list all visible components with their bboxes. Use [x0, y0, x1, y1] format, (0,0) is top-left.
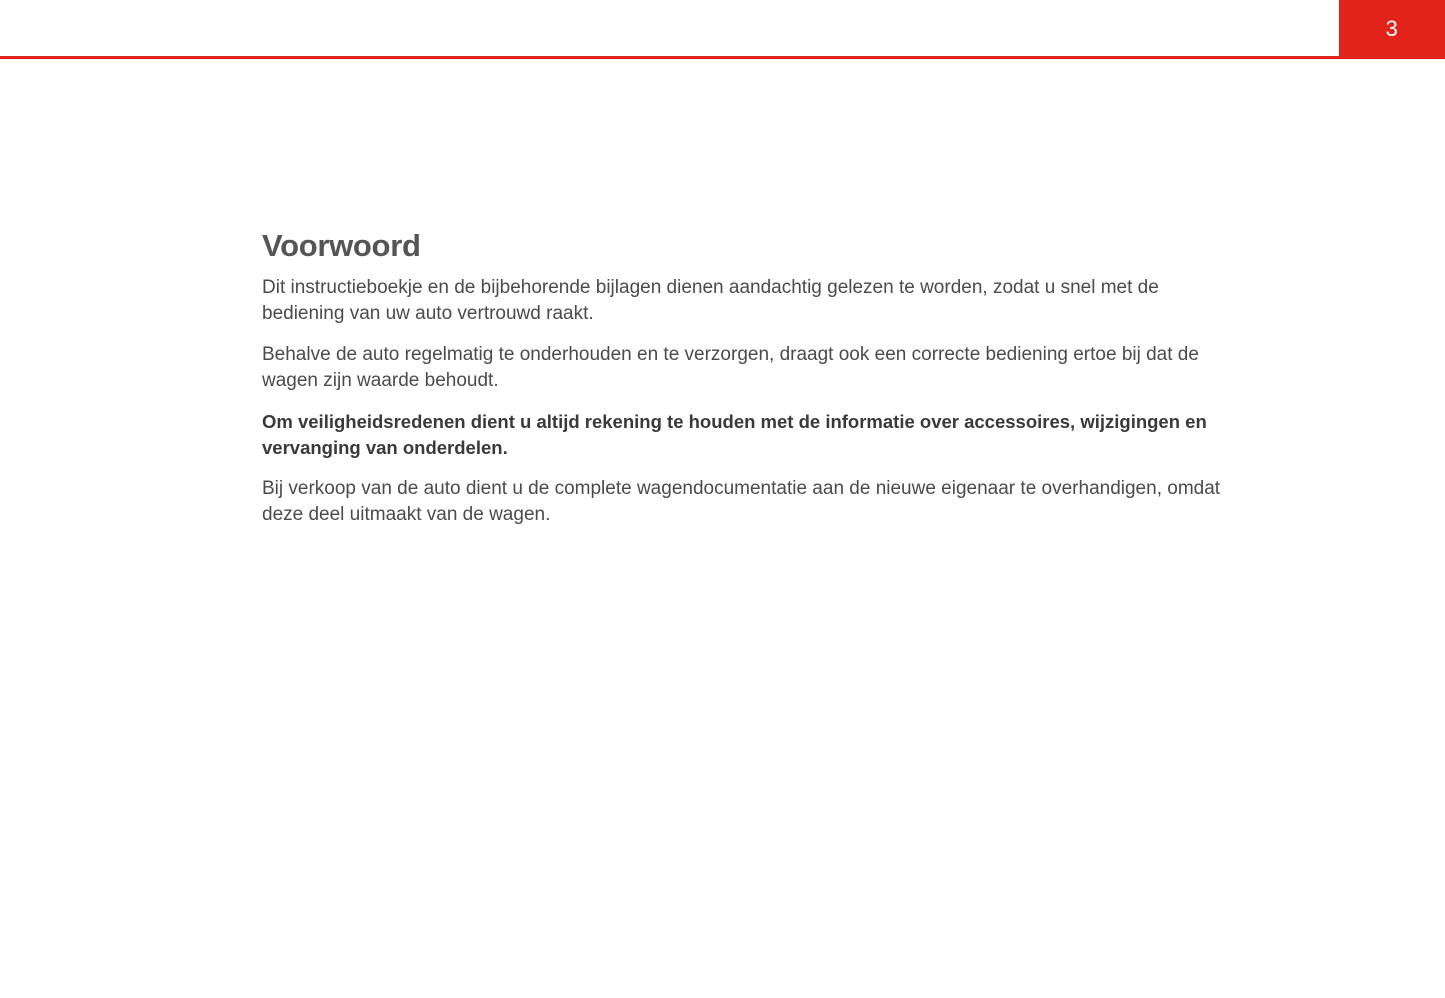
page-number: 3: [1385, 16, 1399, 41]
page-title: Voorwoord: [262, 228, 421, 263]
page-number-tab: [1339, 0, 1445, 58]
paragraph-intro: Dit instructieboekje en de bijbehorende bijlagen dienen aandachtig gelezen te worden, zodat u snel met de bediening van uw auto vertrouwd raakt.: [262, 277, 1159, 324]
header-rule: [0, 56, 1445, 59]
main-content: [262, 226, 1242, 543]
paragraph-safety-notice: Om veiligheidsredenen dient u altijd rekening te houden met de informatie over accessoires, wijzigingen en vervanging van onderdelen.: [262, 411, 1207, 458]
paragraph-sale: Bij verkoop van de auto dient u de complete wagendocumentatie aan de nieuwe eigenaar te overhandigen, omdat deze deel uitmaakt van de wagen.: [262, 478, 1221, 525]
paragraph-maintenance: Behalve de auto regelmatig te onderhouden en te verzorgen, draagt ook een correcte bediening ertoe bij dat de wagen zijn waarde behoudt.: [262, 344, 1199, 391]
